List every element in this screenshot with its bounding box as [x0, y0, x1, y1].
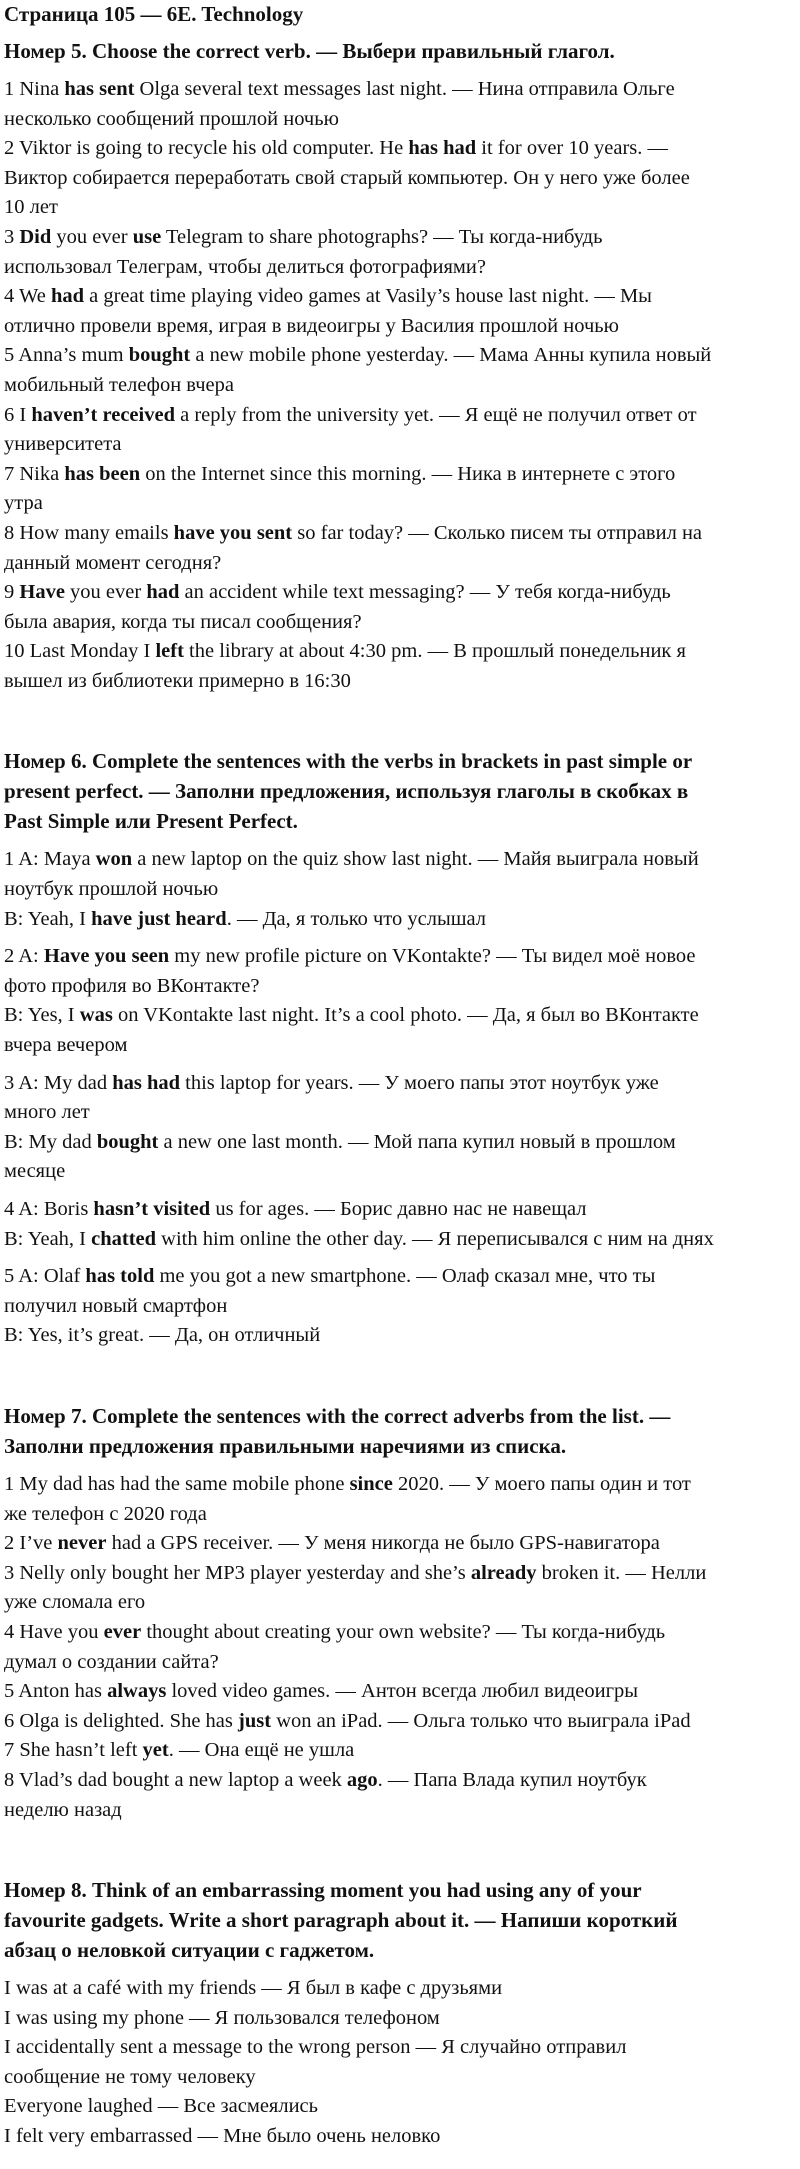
- text-line: [4, 942, 792, 972]
- sentence-text: a new mobile phone yesterday. — Мама Анны купила новый: [190, 344, 712, 367]
- text-line: [4, 134, 792, 164]
- answer-text: bought: [128, 344, 191, 367]
- sentence-text: . — Папа Влада купил ноутбук: [377, 1768, 647, 1791]
- sentence-text: 8 Vlad’s dad bought a new laptop a week: [4, 1768, 347, 1791]
- answer-text: already: [470, 1561, 537, 1584]
- text-line: [4, 608, 792, 638]
- sentence-text: B: Yes, I: [4, 1004, 80, 1027]
- sentence-text: 5 Anna’s mum: [4, 344, 129, 367]
- text-line: [4, 312, 792, 342]
- sentence-text: B: Yeah, I: [4, 1227, 92, 1250]
- exercise-heading-line: абзац о неловкой ситуации с гаджетом.: [4, 1938, 375, 1963]
- answer-text: had: [146, 581, 180, 604]
- exercise-heading-line: favourite gadgets. Write a short paragraph about it. — Напиши короткий: [4, 1908, 678, 1933]
- sentence-text: you ever: [51, 225, 133, 248]
- sentence-text: my new profile picture on VKontakte? — Ты видел моё новое: [169, 945, 696, 968]
- text-line: [4, 1707, 792, 1737]
- sentence-text: with him online the other day. — Я переписывался с ним на днях: [156, 1227, 714, 1250]
- spacer: [4, 1965, 792, 1974]
- text-line: [4, 1292, 792, 1322]
- answer-text: had: [50, 285, 84, 308]
- text-line: [4, 1157, 792, 1187]
- spacer: [4, 1187, 792, 1195]
- exercise-section: [4, 746, 792, 1351]
- text-line: [4, 1128, 792, 1158]
- answer-text: hasn’t visited: [93, 1198, 211, 1220]
- exercise-item: [4, 1974, 792, 2004]
- text-line: [4, 1974, 792, 2004]
- exercise-item: [4, 2092, 792, 2122]
- text-line: [4, 1031, 792, 1061]
- sentence-text: университета: [4, 433, 122, 456]
- sentence-text: I felt very embarrassed — Мне было очень неловко: [4, 2125, 441, 2148]
- sentence-text: вчера вечером: [4, 1034, 128, 1057]
- exercise-item: [4, 519, 792, 578]
- exercise-section: [4, 36, 792, 696]
- exercise-item: [4, 578, 792, 637]
- sentence-text: же телефон с 2020 года: [4, 1502, 207, 1525]
- sentence-text: 2 Viktor is going to recycle his old computer. He: [4, 137, 409, 160]
- sentence-text: it for over 10 years. —: [476, 137, 669, 160]
- sentence-text: 10 лет: [4, 196, 58, 219]
- exercise-heading-line: present perfect. — Заполни предложения, используя глаголы в скобках в: [4, 779, 689, 804]
- sentence-text: 7 Nika: [4, 462, 65, 485]
- text-line: [4, 845, 792, 875]
- text-line: [4, 519, 792, 549]
- exercise-item: [4, 845, 792, 934]
- sentence-text: отлично провели время, играя в видеоигры у Василия прошлой ночью: [4, 314, 619, 337]
- text-line: [4, 637, 792, 667]
- sentence-text: 2 I’ve: [4, 1532, 58, 1555]
- spacer: [4, 66, 792, 75]
- exercise-heading-line: Заполни предложения правильными наречиями из списка.: [4, 1433, 567, 1458]
- sentence-text: B: Yes, it’s great. — Да, он отличный: [4, 1324, 321, 1347]
- exercise-item: [4, 460, 792, 519]
- sentence-text: 3: [4, 225, 20, 248]
- answer-text: has been: [64, 462, 141, 485]
- exercise-item: [4, 942, 792, 1060]
- text-line: [4, 1069, 792, 1099]
- answer-text: Have: [19, 581, 65, 604]
- sentence-text: 2020. — У моего папы один и тот: [392, 1472, 691, 1495]
- text-line: [4, 905, 792, 935]
- sentence-text: on VKontakte last night. It’s a cool photo. — Да, я был во ВКонтакте: [112, 1004, 699, 1027]
- spacer: [4, 934, 792, 942]
- answer-text: won: [95, 848, 133, 871]
- sentence-text: this laptop for years. — У моего папы этот ноутбук уже: [180, 1071, 659, 1094]
- exercise-item: [4, 2033, 792, 2092]
- sentence-text: on the Internet since this morning. — Ника в интернете с этого: [140, 462, 676, 485]
- sentence-text: I was using my phone — Я пользовался телефоном: [4, 2006, 440, 2029]
- text-line: [4, 193, 792, 223]
- sentence-text: думал о создании сайта?: [4, 1650, 219, 1673]
- sentence-text: I accidentally sent a message to the wrong person — Я случайно отправил: [4, 2036, 627, 2059]
- answer-text: have you sent: [173, 521, 293, 544]
- exercise-heading: [4, 1401, 792, 1461]
- exercise-item: [4, 1069, 792, 1187]
- exercise-item: [4, 1529, 792, 1559]
- sentence-text: 1 A: Maya: [4, 848, 96, 871]
- sentence-text: утра: [4, 492, 43, 515]
- exercise-section: [4, 1401, 792, 1825]
- sentence-text: много лет: [4, 1101, 90, 1124]
- text-line: [4, 105, 792, 135]
- exercise-item: [4, 1559, 792, 1618]
- spacer: [4, 1254, 792, 1262]
- sentence-text: won an iPad. — Ольга только что выиграла iPad: [271, 1709, 691, 1732]
- sentence-text: 5 Anton has: [4, 1680, 108, 1703]
- sentence-text: 7 She hasn’t left: [4, 1739, 143, 1762]
- exercise-item: [4, 1677, 792, 1707]
- spacer: [4, 1351, 792, 1401]
- answer-text: just: [238, 1709, 272, 1732]
- sentence-text: 10 Last Monday I: [4, 640, 156, 663]
- sentence-text: you ever: [64, 581, 147, 604]
- text-line: [4, 972, 792, 1002]
- answer-text: left: [155, 640, 184, 663]
- sentence-text: thought about creating your own website? — Ты когда-нибудь: [141, 1620, 666, 1643]
- text-line: [4, 1648, 792, 1678]
- sentence-text: B: Yeah, I: [4, 907, 92, 930]
- text-line: [4, 341, 792, 371]
- text-line: [4, 430, 792, 460]
- sentence-text: месяце: [4, 1160, 66, 1183]
- sentence-text: 1 My dad has had the same mobile phone: [4, 1472, 350, 1495]
- exercise-item: [4, 223, 792, 282]
- sentence-text: уже сломала его: [4, 1591, 146, 1614]
- text-line: [4, 1796, 792, 1826]
- exercise-heading: [4, 746, 792, 836]
- answer-text: chatted: [91, 1227, 157, 1250]
- sentence-text: . — Да, я только что услышал: [226, 907, 487, 930]
- text-line: [4, 401, 792, 431]
- text-line: [4, 1766, 792, 1796]
- text-line: [4, 75, 792, 105]
- answer-text: never: [57, 1532, 107, 1555]
- text-line: [4, 1195, 792, 1225]
- exercise-item: [4, 1195, 792, 1254]
- exercise-item: [4, 134, 792, 223]
- exercise-item: [4, 2122, 792, 2152]
- answer-text: use: [132, 225, 162, 248]
- text-line: [4, 253, 792, 283]
- sentence-text: 4 We: [4, 285, 51, 308]
- answer-text: yet: [142, 1739, 169, 1762]
- sentence-text: 5 A: Olaf: [4, 1265, 86, 1288]
- exercise-item: [4, 1766, 792, 1825]
- exercise-heading-line: Номер 8. Think of an embarrassing moment you had using any of your: [4, 1878, 642, 1903]
- sentence-text: us for ages. — Борис давно нас не навещал: [210, 1198, 587, 1220]
- sentence-text: Everyone laughed — Все засмеялись: [4, 2095, 319, 2118]
- sentence-text: a great time playing video games at Vasily’s house last night. — Мы: [84, 285, 652, 308]
- exercise-heading-line: Номер 7. Complete the sentences with the correct adverbs from the list. —: [4, 1403, 671, 1428]
- text-line: [4, 1321, 792, 1351]
- spacer: [4, 1825, 792, 1875]
- text-line: [4, 371, 792, 401]
- spacer: [4, 1061, 792, 1069]
- sentence-text: мобильный телефон вчера: [4, 373, 234, 396]
- sentence-text: ноутбук прошлой ночью: [4, 878, 219, 901]
- spacer: [4, 696, 792, 746]
- text-line: [4, 2122, 792, 2152]
- sentence-text: a new laptop on the quiz show last night. — Майя выиграла новый: [132, 848, 699, 871]
- text-line: [4, 1677, 792, 1707]
- text-line: [4, 1225, 792, 1255]
- sentence-text: использовал Телеграм, чтобы делиться фотографиями?: [4, 255, 486, 278]
- exercise-sections: [4, 36, 792, 2152]
- exercise-item: [4, 2004, 792, 2034]
- sentence-text: 9: [4, 581, 20, 604]
- text-line: [4, 578, 792, 608]
- exercise-section: [4, 1875, 792, 2152]
- text-line: [4, 2004, 792, 2034]
- answer-text: Did: [19, 225, 52, 248]
- sentence-text: 2 A:: [4, 945, 44, 968]
- spacer: [4, 29, 792, 36]
- sentence-text: неделю назад: [4, 1798, 122, 1821]
- text-line: [4, 460, 792, 490]
- spacer: [4, 1461, 792, 1470]
- sentence-text: an accident while text messaging? — У тебя когда-нибудь: [179, 581, 671, 604]
- answer-text: was: [79, 1004, 113, 1027]
- answer-text: has had: [112, 1071, 181, 1094]
- sentence-text: broken it. — Нелли: [536, 1561, 707, 1584]
- text-line: [4, 223, 792, 253]
- answer-text: ever: [103, 1620, 142, 1643]
- sentence-text: была авария, когда ты писал сообщения?: [4, 610, 362, 633]
- exercise-item: [4, 282, 792, 341]
- text-line: [4, 489, 792, 519]
- exercise-heading: Номер 5. Choose the correct verb. — Выбери правильный глагол.: [4, 39, 615, 63]
- text-line: [4, 1618, 792, 1648]
- sentence-text: получил новый смартфон: [4, 1294, 228, 1317]
- text-line: [4, 1001, 792, 1031]
- text-line: [4, 1098, 792, 1128]
- text-line: [4, 1262, 792, 1292]
- sentence-text: 4 A: Boris: [4, 1198, 94, 1220]
- answer-text: have just heard: [91, 907, 227, 930]
- text-line: [4, 1470, 792, 1500]
- exercise-heading-line: Номер 6. Complete the sentences with the verbs in brackets in past simple or: [4, 749, 693, 774]
- text-line: [4, 667, 792, 697]
- exercise-item: [4, 1618, 792, 1677]
- answer-text: has had: [408, 137, 477, 160]
- sentence-text: 3 Nelly only bought her MP3 player yesterday and she’s: [4, 1561, 471, 1584]
- sentence-text: 4 Have you: [4, 1620, 104, 1643]
- exercise-item: [4, 75, 792, 134]
- text-line: [4, 875, 792, 905]
- sentence-text: me you got a new smartphone. — Олаф сказал мне, что ты: [154, 1265, 656, 1288]
- answer-text: bought: [96, 1130, 159, 1153]
- text-line: [4, 164, 792, 194]
- sentence-text: 3 A: My dad: [4, 1071, 113, 1094]
- text-line: [4, 1529, 792, 1559]
- sentence-text: B: My dad: [4, 1130, 97, 1153]
- sentence-text: вышел из библиотеки примерно в 16:30: [4, 669, 351, 692]
- sentence-text: a reply from the university yet. — Я ещё не получил ответ от: [174, 403, 697, 426]
- exercise-heading: [4, 1875, 792, 1965]
- sentence-text: несколько сообщений прошлой ночью: [4, 107, 339, 130]
- answer-text: Have you seen: [43, 945, 170, 968]
- text-line: [4, 1500, 792, 1530]
- answer-text: ago: [346, 1768, 378, 1791]
- sentence-text: 8 How many emails: [4, 521, 174, 544]
- sentence-text: 1 Nina: [4, 78, 65, 100]
- exercise-item: [4, 1262, 792, 1351]
- answer-text: haven’t received: [31, 403, 175, 426]
- exercise-heading-line: Past Simple или Present Perfect.: [4, 809, 298, 834]
- sentence-text: сообщение не тому человеку: [4, 2065, 256, 2088]
- answer-text: has told: [85, 1265, 155, 1288]
- text-line: [4, 2033, 792, 2063]
- exercise-item: [4, 341, 792, 400]
- text-line: [4, 282, 792, 312]
- exercise-item: [4, 1707, 792, 1737]
- exercise-item: [4, 1470, 792, 1529]
- text-line: [4, 1736, 792, 1766]
- sentence-text: so far today? — Сколько писем ты отправил на: [292, 521, 703, 544]
- sentence-text: 6 I: [4, 403, 32, 426]
- sentence-text: loved video games. — Антон всегда любил видеоигры: [166, 1680, 639, 1703]
- exercise-item: [4, 401, 792, 460]
- text-line: [4, 549, 792, 579]
- text-line: [4, 1588, 792, 1618]
- page-title: Страница 105 — 6E. Technology: [4, 2, 304, 26]
- sentence-text: 6 Olga is delighted. She has: [4, 1709, 239, 1732]
- spacer: [4, 836, 792, 845]
- sentence-text: . — Она ещё не ушла: [168, 1739, 355, 1762]
- sentence-text: Olga several text messages last night. — Нина отправила Ольге: [134, 78, 675, 100]
- sentence-text: I was at a café with my friends — Я был в кафе с друзьями: [4, 1977, 503, 2000]
- text-line: [4, 2092, 792, 2122]
- exercise-item: [4, 1736, 792, 1766]
- answer-text: has sent: [64, 78, 135, 100]
- answer-text: always: [107, 1680, 167, 1703]
- answer-text: since: [349, 1472, 393, 1495]
- sentence-text: Telegram to share photographs? — Ты когда-нибудь: [161, 225, 603, 248]
- exercise-item: [4, 637, 792, 696]
- text-line: [4, 1559, 792, 1589]
- sentence-text: фото профиля во ВКонтакте?: [4, 974, 260, 997]
- sentence-text: Виктор собирается переработать свой старый компьютер. Он у него уже более: [4, 166, 690, 189]
- sentence-text: had a GPS receiver. — У меня никогда не было GPS-навигатора: [106, 1532, 660, 1555]
- sentence-text: the library at about 4:30 pm. — В прошлый понедельник я: [183, 640, 686, 663]
- sentence-text: данный момент сегодня?: [4, 551, 222, 574]
- text-line: [4, 2063, 792, 2093]
- sentence-text: a new one last month. — Мой папа купил новый в прошлом: [158, 1130, 676, 1153]
